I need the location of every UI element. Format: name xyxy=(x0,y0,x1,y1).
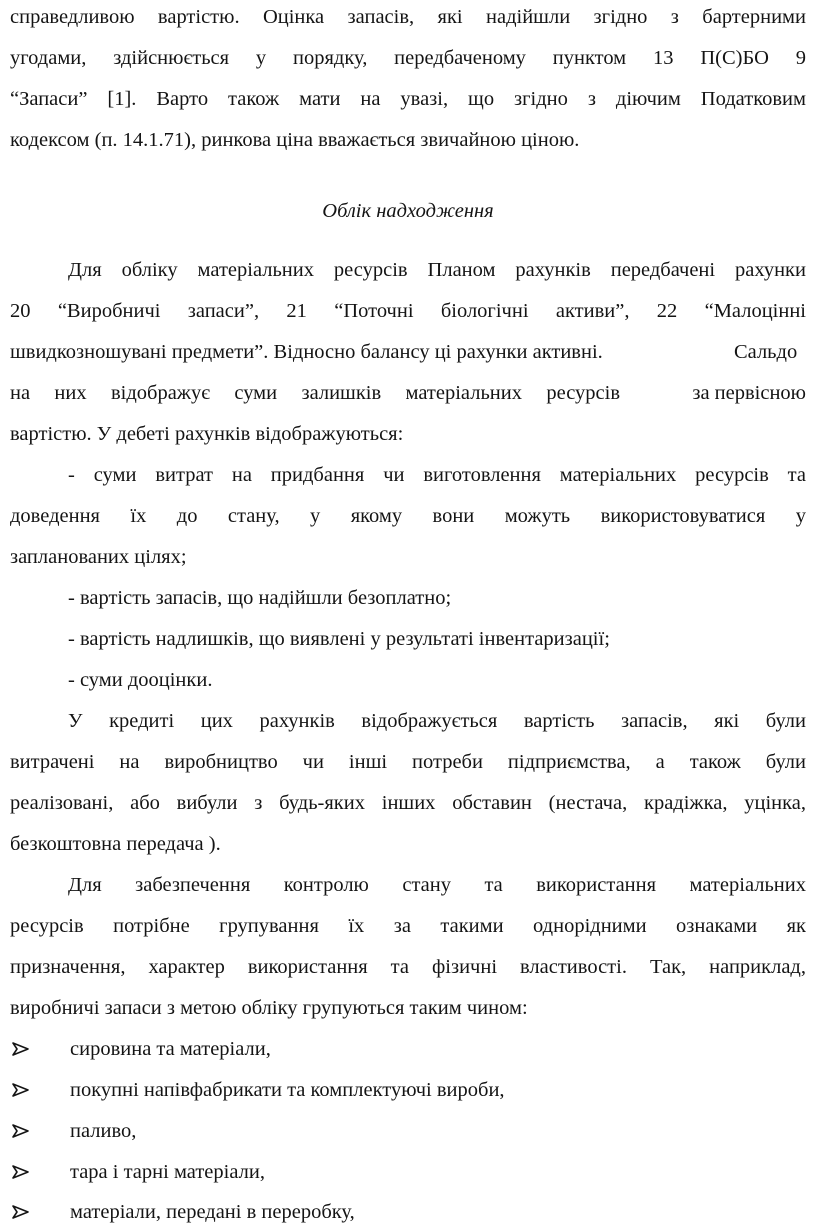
bullet-list-item xyxy=(70,1116,806,1146)
arrow-bullet-icon xyxy=(12,1197,32,1227)
list-item: доведення їх до стану, у якому вони можуть використовуватися у xyxy=(10,505,806,527)
text-line: безкоштовна передача ). xyxy=(10,833,221,855)
text-line: призначення, характер використання та фізичні властивості. Так, наприклад, xyxy=(10,956,806,978)
list-item: запланованих цілях; xyxy=(10,546,187,568)
text-line: виробничі запаси з метою обліку групуються таким чином: xyxy=(10,997,528,1019)
bullet-list-item xyxy=(70,1197,806,1227)
list-item: - вартість запасів, що надійшли безоплатно; xyxy=(68,587,452,609)
text-line: справедливою вартістю. Оцінка запасів, які надійшли згідно з бартерними xyxy=(10,6,806,28)
list-item: - вартість надлишків, що виявлені у результаті інвентаризації; xyxy=(68,628,610,650)
bullet-text: сировина та матеріали, xyxy=(70,1038,271,1060)
bullet-text: покупні напівфабрикати та комплектуючі вироби, xyxy=(70,1079,505,1101)
text-line: Для обліку матеріальних ресурсів Планом рахунків передбачені рахунки xyxy=(68,259,806,281)
text-line: У кредиті цих рахунків відображується вартість запасів, які були xyxy=(68,710,806,732)
text-line: витрачені на виробництво чи інші потреби підприємства, а також були xyxy=(10,751,806,773)
text-line: кодексом (п. 14.1.71), ринкова ціна вважається звичайною ціною. xyxy=(10,129,580,151)
bullet-list-item xyxy=(70,1075,806,1105)
list-item: - суми дооцінки. xyxy=(68,669,213,691)
text-line: Сальдо xyxy=(734,341,798,363)
arrow-bullet-icon xyxy=(12,1075,32,1105)
arrow-bullet-icon xyxy=(12,1157,32,1187)
text-line: 20 “Виробничі запаси”, 21 “Поточні біологічні активи”, 22 “Малоцінні xyxy=(10,300,806,322)
bullet-list-item xyxy=(70,1157,806,1187)
bullet-list-item xyxy=(70,1034,806,1064)
text-line: за первісною xyxy=(692,382,806,404)
bullet-text: паливо, xyxy=(70,1120,137,1142)
arrow-bullet-icon xyxy=(12,1116,32,1146)
text-line: реалізовані, або вибули з будь-яких інших обставин (нестача, крадіжка, уцінка, xyxy=(10,792,806,814)
bullet-text: тара і тарні матеріали, xyxy=(70,1161,265,1183)
text-line: “Запаси” [1]. Варто також мати на увазі, що згідно з діючим Податковим xyxy=(10,88,806,110)
text-line: угодами, здійснюється у порядку, передбаченому пунктом 13 П(С)БО 9 xyxy=(10,47,806,69)
text-line: на них відображує суми залишків матеріальних ресурсів xyxy=(10,382,620,404)
text-line: Для забезпечення контролю стану та використання матеріальних xyxy=(68,874,806,896)
list-item: - суми витрат на придбання чи виготовлення матеріальних ресурсів та xyxy=(68,464,806,486)
bullet-text: матеріали, передані в переробку, xyxy=(70,1201,355,1223)
text-line: швидкозношувані предмети”. Відносно балансу ці рахунки активні. xyxy=(10,341,603,363)
section-heading: Облік надходження xyxy=(322,200,494,222)
text-line: ресурсів потрібне групування їх за такими однорідними ознаками як xyxy=(10,915,806,937)
text-line: вартістю. У дебеті рахунків відображуються: xyxy=(10,423,404,445)
arrow-bullet-icon xyxy=(12,1034,32,1064)
